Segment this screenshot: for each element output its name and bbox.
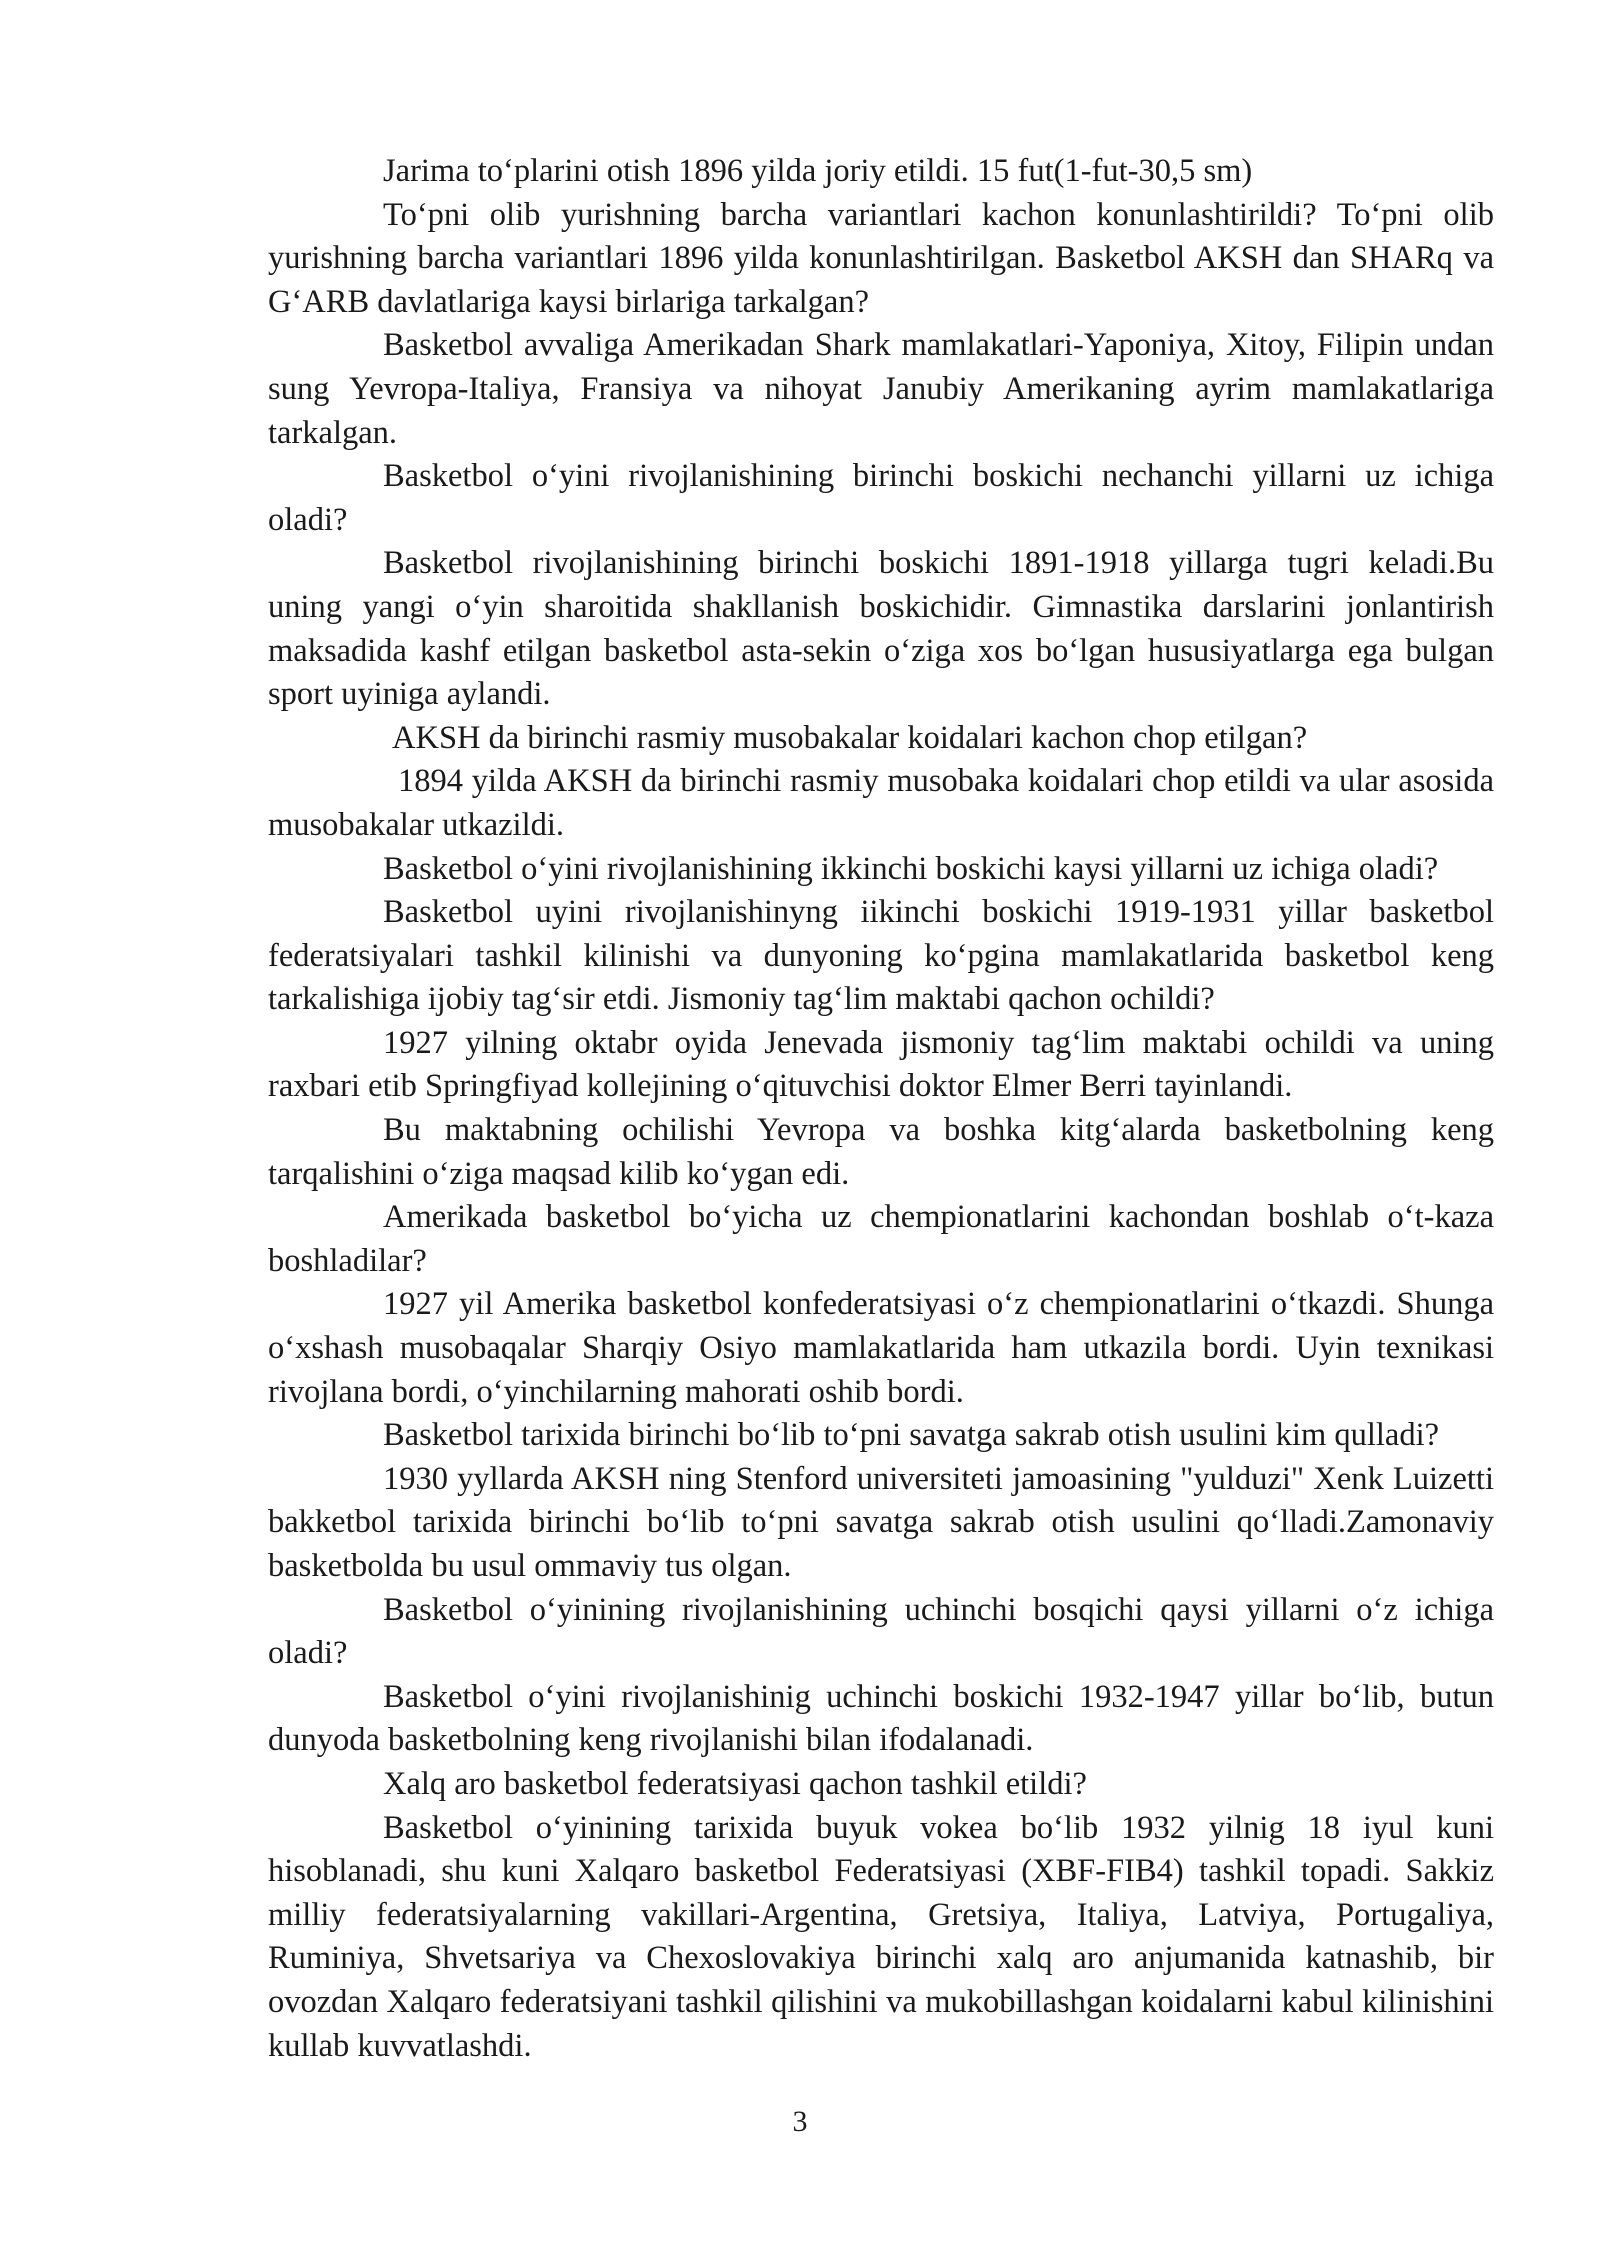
paragraph-9: Basketbol uyini rivojlanishinyng iikinchi boskichi 1919-1931 yillar basketbol federatsiyalari tashkil kilinishi va dunyoning ko‘pgina mamlakatlarida basketbol keng tarkalishiga ijobiy tag‘sir etdi. Jismoniy tag‘lim maktabi qachon ochildi? [268, 894, 1494, 1018]
paragraph-13: 1927 yil Amerika basketbol konfederatsiyasi o‘z chempionatlarini o‘tkazdi. Shunga o‘xshash musobaqalar Sharqiy Osiyo mamlakatlarida ham utkazila bordi. Uyin texnikasi rivojlana bordi, o‘yinchilarning mahorati oshib bordi. [268, 1286, 1494, 1410]
paragraph-19: Basketbol o‘yinining tarixida buyuk vokea bo‘lib 1932 yilnig 18 iyul kuni hisoblanadi, shu kuni Xalqaro basketbol Federatsiyasi (XBF-FIB4) tashkil topadi. Sakkiz milliy federatsiyalarning vakillari-Argentina, Gretsiya, Italiya, Latviya, Portugaliya, Ruminiya, Shvetsariya va Chexoslovakiya birinchi xalq aro anjumanida katnashib, bir ovozdan Xalqaro federatsiyani tashkil qilishini va mukobillashgan koidalarni kabul kilinishini kullab kuvvatlashdi. [268, 1809, 1494, 2064]
paragraph-18: Xalq aro basketbol federatsiyasi qachon tashkil etildi? [383, 1765, 1087, 1802]
paragraph-10: 1927 yilning oktabr oyida Jenevada jismoniy tag‘lim maktabi ochildi va uning raxbari etib Springfiyad kollejining o‘qituvchisi doktor Elmer Berri tayinlandi. [268, 1024, 1494, 1105]
paragraph-3: Basketbol avvaliga Amerikadan Shark mamlakatlari-Yaponiya, Xitoy, Filipin undan sung Yevropa-Italiya, Fransiya va nihoyat Janubiy Amerikaning ayrim mamlakatlariga tarkalgan. [268, 327, 1494, 451]
paragraph-1: Jarima to‘plarini otish 1896 yilda joriy etildi. 15 fut(1-fut-30,5 sm) [383, 153, 1253, 189]
paragraph-8: Basketbol o‘yini rivojlanishining ikkinchi boskichi kaysi yillarni uz ichiga oladi? [383, 850, 1439, 887]
paragraph-11: Bu maktabning ochilishi Yevropa va boshka kitg‘alarda basketbolning keng tarqalishini o‘ziga maqsad kilib ko‘ygan edi. [268, 1112, 1494, 1192]
paragraph-14: Basketbol tarixida birinchi bo‘lib to‘pni savatga sakrab otish usulini kim qulladi? [383, 1417, 1440, 1454]
paragraph-6: AKSH da birinchi rasmiy musobakalar koidalari kachon chop etilgan? [392, 719, 1308, 756]
paragraph-17: Basketbol o‘yini rivojlanishinig uchinchi boskichi 1932-1947 yillar bo‘lib, butun dunyoda basketbolning keng rivojlanishi bilan ifodalanadi. [268, 1678, 1494, 1759]
paragraph-5: Basketbol rivojlanishining birinchi boskichi 1891-1918 yillarga tugri keladi.Bu uning yangi o‘yin sharoitida shakllanish boskichidir. Gimnastika darslarini jonlantirish maksadida kashf etilgan basketbol asta-sekin o‘ziga xos bo‘lgan hususiyatlarga ega bulgan sport uyiniga aylandi. [268, 545, 1494, 713]
paragraph-4: Basketbol o‘yini rivojlanishining birinchi boskichi nechanchi yillarni uz ichiga oladi? [268, 458, 1494, 538]
paragraph-15: 1930 yyllarda AKSH ning Stenford universiteti jamoasining "yulduzi" Xenk Luizetti bakketbol tarixida birinchi bo‘lib to‘pni savatga sakrab otish usulini qo‘lladi.Zamonaviy basketbolda bu usul ommaviy tus olgan. [268, 1460, 1494, 1584]
paragraph-2: To‘pni olib yurishning barcha variantlari kachon konunlashtirildi? To‘pni olib yurishning barcha variantlari 1896 yilda konunlashtirilgan. Basketbol AKSH dan SHARq va G‘ARB davlatlariga kaysi birlariga tarkalgan? [268, 196, 1494, 320]
paragraph-12: Amerikada basketbol bo‘yicha uz chempionatlarini kachondan boshlab o‘t-kaza boshladilar? [268, 1199, 1494, 1279]
document-page [268, 150, 1494, 2068]
paragraph-7: 1894 yilda AKSH da birinchi rasmiy musobaka koidalari chop etildi va ular asosida musobakalar utkazildi. [268, 763, 1494, 843]
page-number: 3 [792, 2105, 808, 2138]
paragraph-16: Basketbol o‘yinining rivojlanishining uchinchi bosqichi qaysi yillarni o‘z ichiga oladi? [268, 1591, 1494, 1672]
